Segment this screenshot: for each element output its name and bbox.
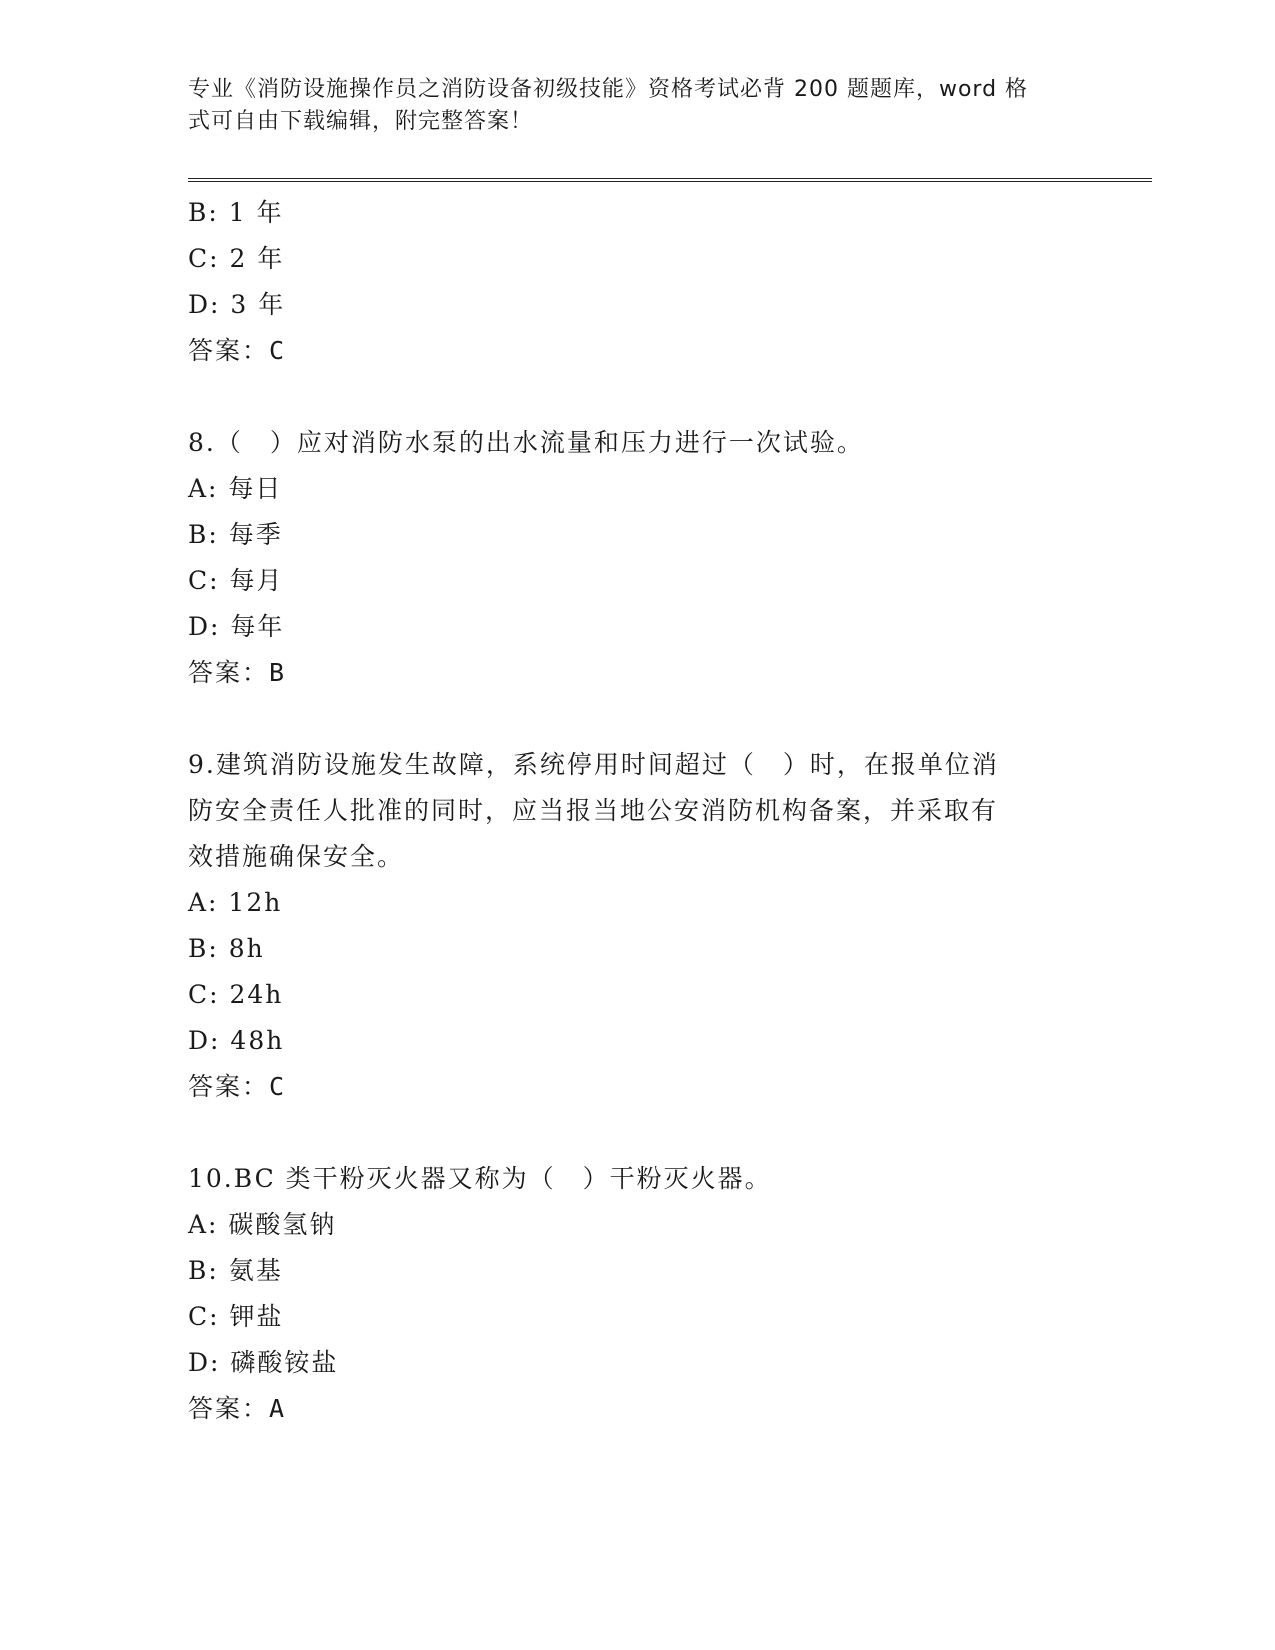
option-d: D: 48h bbox=[188, 1026, 285, 1055]
option-d: D: 每年 bbox=[188, 612, 285, 641]
question-8 bbox=[188, 423, 1068, 699]
question-text: 8.（ ）应对消防水泵的出水流量和压力进行一次试验。 bbox=[188, 428, 864, 457]
option-c: C: 2 年 bbox=[188, 244, 285, 273]
option-b: B: 氨基 bbox=[188, 1256, 283, 1285]
option-b: B: 8h bbox=[188, 934, 265, 963]
answer-line: 答案：A bbox=[188, 1394, 287, 1423]
header-divider bbox=[188, 178, 1152, 182]
option-d: D: 3 年 bbox=[188, 290, 286, 319]
continued-question bbox=[188, 193, 1068, 377]
document-header bbox=[188, 74, 1068, 138]
header-line-2: 式可自由下载编辑，附完整答案！ bbox=[188, 109, 534, 134]
option-c: C: 每月 bbox=[188, 566, 284, 595]
question-10 bbox=[188, 1159, 1068, 1435]
question-text-line-3: 效措施确保安全。 bbox=[188, 842, 405, 871]
question-9 bbox=[188, 745, 1068, 1113]
question-text-line-1: 9.建筑消防设施发生故障，系统停用时间超过（ ）时，在报单位消 bbox=[188, 750, 999, 779]
answer-line: 答案：C bbox=[188, 336, 287, 365]
answer-line: 答案：B bbox=[188, 658, 287, 687]
answer-line: 答案：C bbox=[188, 1072, 287, 1101]
option-b: B: 每季 bbox=[188, 520, 283, 549]
option-c: C: 钾盐 bbox=[188, 1302, 284, 1331]
question-list bbox=[188, 193, 1068, 1435]
option-a: A: 12h bbox=[188, 888, 283, 917]
option-b: B: 1 年 bbox=[188, 198, 284, 227]
question-text: 10.BC 类干粉灭火器又称为（ ）干粉灭火器。 bbox=[188, 1164, 772, 1193]
question-text-line-2: 防安全责任人批准的同时，应当报当地公安消防机构备案，并采取有 bbox=[188, 796, 999, 825]
header-line-1: 专业《消防设施操作员之消防设备初级技能》资格考试必背 200 题题库，word 格 bbox=[188, 77, 1029, 102]
option-a: A: 每日 bbox=[188, 474, 283, 503]
option-a: A: 碳酸氢钠 bbox=[188, 1210, 337, 1239]
option-c: C: 24h bbox=[188, 980, 284, 1009]
option-d: D: 磷酸铵盐 bbox=[188, 1348, 339, 1377]
